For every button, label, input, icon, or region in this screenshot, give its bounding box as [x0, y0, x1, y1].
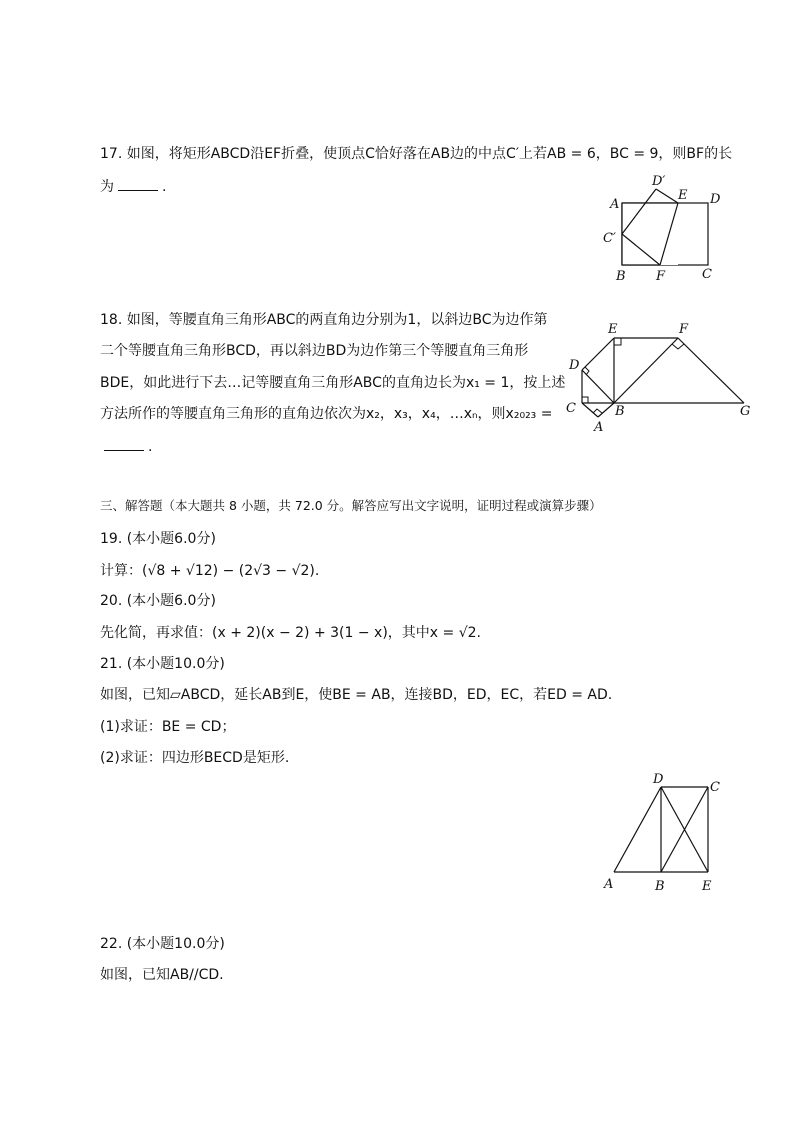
q18-line5-suffix: . — [148, 439, 153, 455]
q21-part1: (1)求证：BE = CD； — [100, 719, 236, 735]
q17-label-Cprime: C′ — [603, 231, 616, 246]
q21-label-D: D — [653, 772, 664, 787]
q18-text-line1: 18. 如图，等腰直角三角形ABC的两直角边分别为1，以斜边BC为边作第 — [100, 312, 548, 328]
q17-label-A: A — [610, 197, 620, 212]
q18-label-A: A — [594, 420, 604, 435]
q17-answer-blank — [118, 178, 158, 191]
q18-label-D: D — [569, 358, 580, 373]
q18-label-B: B — [615, 404, 625, 419]
q21-body: 如图，已知▱ABCD，延长AB到E，使BE = AB，连接BD，ED，EC，若ED = AD. — [100, 687, 613, 703]
section3-heading: 三、解答题（本大题共 8 小题，共 72.0 分。解答应写出文字说明，证明过程或演算步骤） — [100, 498, 602, 513]
q21-label-E: E — [702, 879, 712, 894]
q17-label-C: C — [702, 267, 712, 282]
q19-body: 计算：(√8 + √12) − (2√3 − √2). — [100, 563, 320, 579]
q17-figure — [600, 172, 730, 284]
q22-body: 如图，已知AB//CD. — [100, 967, 224, 983]
q18-label-G: G — [740, 404, 751, 419]
q18-text-line3: BDE，如此进行下去…记等腰直角三角形ABC的直角边长为x₁ = 1，按上述 — [100, 375, 566, 391]
q17-label-E: E — [678, 188, 688, 203]
q21-header: 21. (本小题10.0分) — [100, 656, 225, 672]
q18-label-F: F — [679, 322, 689, 337]
q17-line2-suffix: . — [162, 179, 167, 195]
q18-text-line2: 二个等腰直角三角形BCD，再以斜边BD为边作第三个等腰直角三角形 — [100, 343, 529, 359]
q21-part2: (2)求证：四边形BECD是矩形. — [100, 750, 290, 766]
q21-label-A: A — [604, 877, 614, 892]
q19-header: 19. (本小题6.0分) — [100, 531, 216, 547]
q20-body: 先化简，再求值：(x + 2)(x − 2) + 3(1 − x)，其中x = √2. — [100, 625, 481, 641]
q18-label-C: C — [566, 401, 576, 416]
q21-figure — [598, 772, 728, 897]
q17-label-F: F — [656, 269, 666, 284]
q18-label-E: E — [608, 322, 618, 337]
q17-label-Dprime: D′ — [652, 174, 666, 189]
q18-answer-blank — [104, 438, 144, 451]
q17-line2-prefix: 为 — [100, 179, 114, 195]
q17-line-dprime-e — [656, 189, 678, 203]
q22-header: 22. (本小题10.0分) — [100, 936, 225, 952]
q17-label-B: B — [616, 269, 626, 284]
q18-text-line5 — [100, 438, 152, 456]
q18-figure — [560, 318, 760, 438]
q17-text-line1: 17. 如图，将矩形ABCD沿EF折叠，使顶点C恰好落在AB边的中点C′上若AB = 6，BC = 9，则BF的长 — [100, 146, 733, 162]
q21-label-C: C — [710, 780, 720, 795]
q17-label-D: D — [710, 192, 721, 207]
q21-label-B: B — [655, 879, 665, 894]
q18-text-line4: 方法所作的等腰直角三角形的直角边依次为x₂，x₃，x₄，…xₙ，则x₂₀₂₃ = — [100, 406, 553, 422]
q20-header: 20. (本小题6.0分) — [100, 593, 216, 609]
q17-text-line2 — [100, 178, 166, 196]
q21-line-ad — [614, 787, 661, 872]
